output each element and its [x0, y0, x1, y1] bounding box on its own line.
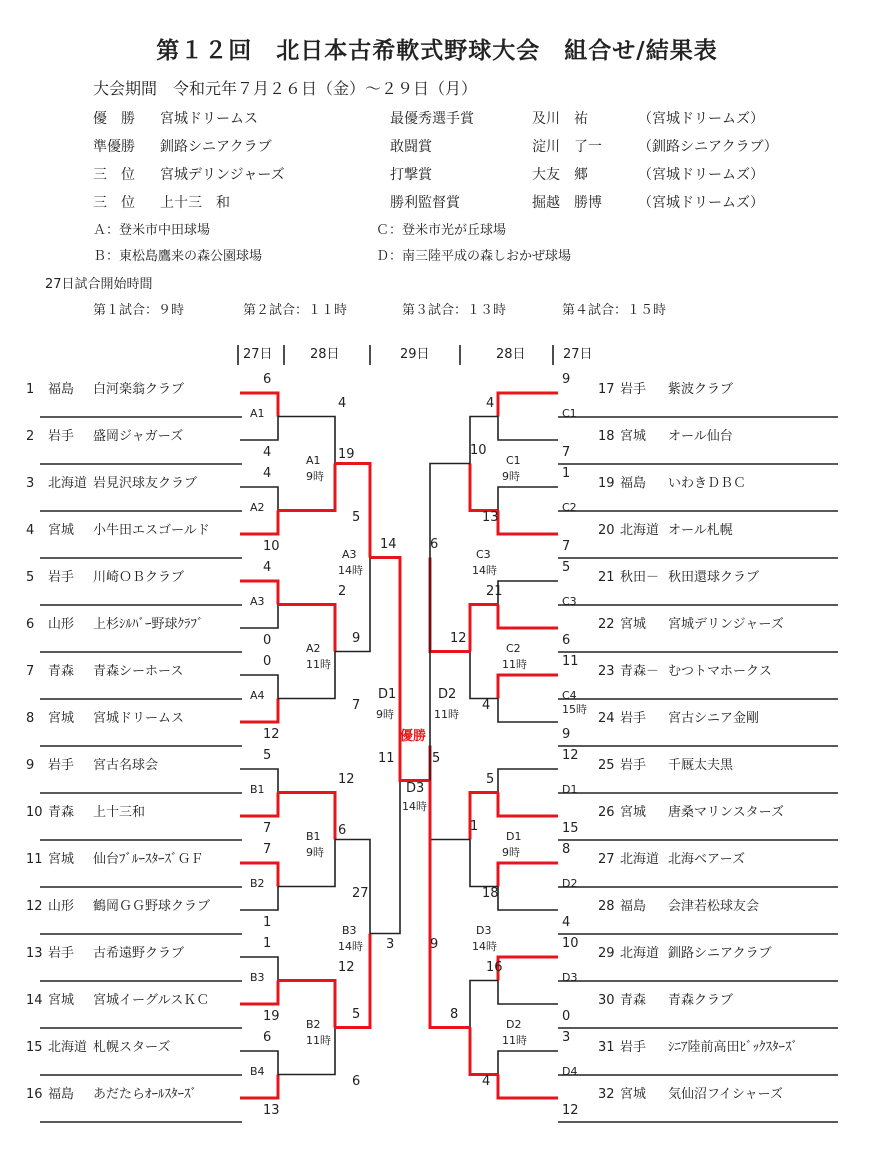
- team-name-right: 北海ベアーズ: [668, 852, 745, 867]
- score-left-r1: 19: [263, 1009, 280, 1024]
- team-number-left: 13: [26, 946, 43, 961]
- team-prefecture-right: 北海道: [620, 852, 660, 867]
- score-semi-right: 9: [430, 936, 439, 952]
- score-left-r3: 19: [338, 446, 355, 462]
- team-name-right: 会津若松球友会: [668, 899, 760, 914]
- match-id-left-r1: B2: [250, 876, 265, 890]
- score-left-r1: 1: [263, 915, 272, 930]
- score-left-r1: 7: [263, 821, 272, 836]
- team-number-right: 31: [598, 1040, 615, 1055]
- team-prefecture-right: 岩手: [620, 382, 647, 397]
- bracket-line-right-r2: [470, 605, 498, 652]
- match-id-left-r1: B4: [250, 1064, 265, 1078]
- score-right-r1: 5: [562, 560, 571, 575]
- team-number-right: 28: [598, 899, 615, 914]
- score-left-r2: 5: [352, 509, 361, 525]
- team-name-left: 宮古名球会: [93, 758, 159, 773]
- award-person-team-4: （宮城ドリームズ）: [638, 195, 764, 211]
- score-right-r1: 12: [562, 1103, 579, 1118]
- team-prefecture-left: 福島: [48, 382, 75, 397]
- team-number-right: 30: [598, 993, 615, 1008]
- match-id-semi-left: D1: [378, 686, 397, 702]
- team-name-left: 宮城ドリームス: [93, 711, 185, 726]
- match-id-right-r1: D3: [562, 970, 578, 984]
- award-place-3: 三 位: [93, 167, 135, 183]
- team-number-left: 5: [26, 570, 35, 585]
- team-prefecture-left: 宮城: [48, 852, 75, 867]
- team-prefecture-right: 宮城: [620, 617, 647, 632]
- team-name-right: 紫波クラブ: [668, 382, 734, 397]
- award-person-team-3: （宮城ドリームズ）: [638, 167, 764, 183]
- match-id-right-r1: C4: [562, 688, 577, 702]
- team-prefecture-right: 宮城: [620, 805, 647, 820]
- team-prefecture-left: 岩手: [48, 429, 75, 444]
- match-id-left-r1: A1: [250, 406, 265, 420]
- team-number-right: 24: [598, 711, 615, 726]
- team-name-left: 小牛田エスゴールド: [93, 523, 210, 538]
- match-id-left-r1: A4: [250, 688, 265, 702]
- bracket-line-right-r1: [498, 699, 558, 723]
- score-right-r1: 12: [562, 748, 579, 763]
- day-label-right-27: 27日: [563, 347, 593, 362]
- score-left-r1: 0: [263, 633, 272, 648]
- team-name-right: 釧路シニアクラブ: [668, 946, 772, 961]
- award-title-1: 最優秀選手賞: [390, 111, 474, 127]
- team-number-left: 3: [26, 476, 35, 491]
- score-left-r2: 4: [338, 395, 347, 411]
- start-time-heading: 27日試合開始時間: [45, 277, 153, 292]
- score-right-r1: 4: [562, 915, 571, 930]
- team-name-right: 宮古シニア金剛: [668, 711, 760, 726]
- score-left-r1: 12: [263, 727, 280, 742]
- score-right-r3: 10: [470, 442, 487, 458]
- team-number-right: 32: [598, 1087, 615, 1102]
- team-prefecture-left: 青森: [48, 805, 75, 820]
- team-number-left: 4: [26, 523, 35, 538]
- score-left-r1: 4: [263, 466, 272, 481]
- score-left-r1: 5: [263, 748, 272, 763]
- bracket-line-final: [400, 746, 430, 781]
- match-id-left-r2: A2: [306, 641, 321, 655]
- bracket-line-right-r1: [498, 393, 558, 417]
- team-name-left: 札幌スターズ: [93, 1040, 171, 1055]
- match-id-right-r1: C1: [562, 406, 577, 420]
- score-right-r1: 0: [562, 1009, 571, 1024]
- bracket-line-right-r2: [470, 464, 498, 511]
- score-left-r2: 12: [338, 771, 355, 787]
- team-prefecture-right: 北海道: [620, 523, 660, 538]
- start-time-3: 第３試合：１３時: [402, 303, 507, 318]
- match-time-right-r3: 14時: [472, 563, 497, 577]
- match-time-left-r2: 11時: [306, 657, 331, 671]
- match-id-right-r3: C3: [476, 547, 491, 561]
- team-prefecture-left: 福島: [48, 1087, 75, 1102]
- score-right-r2: 5: [486, 771, 495, 787]
- score-left-r1: 1: [263, 936, 272, 951]
- team-prefecture-left: 北海道: [48, 476, 88, 491]
- team-name-left: 川崎ＯＢクラブ: [93, 570, 185, 585]
- team-name-right: むつトマホークス: [668, 664, 772, 679]
- day-label-right-28: 28日: [496, 347, 526, 362]
- match-time-right-r2: 9時: [502, 845, 520, 859]
- bracket-line-right-r1: [498, 581, 558, 605]
- team-prefecture-right: 福島: [620, 899, 647, 914]
- bracket-line-right-r3: [430, 840, 470, 934]
- award-team-4: 上十三 和: [160, 195, 230, 211]
- match-id-left-r2: B2: [306, 1017, 321, 1031]
- team-name-left: 上十三和: [93, 805, 146, 820]
- match-id-left-r1: A3: [250, 594, 265, 608]
- team-name-right: 宮城デリンジャーズ: [668, 617, 784, 632]
- match-time-left-r3: 14時: [338, 939, 363, 953]
- match-id-left-r2: B1: [306, 829, 321, 843]
- team-number-right: 29: [598, 946, 615, 961]
- team-name-right: いわきＤＢＣ: [668, 476, 747, 491]
- team-number-right: 26: [598, 805, 615, 820]
- award-title-3: 打撃賞: [390, 167, 432, 183]
- award-place-4: 三 位: [93, 195, 135, 211]
- score-right-r2: 13: [482, 509, 499, 525]
- team-prefecture-left: 宮城: [48, 711, 75, 726]
- score-right-r1: 7: [562, 445, 571, 460]
- award-place-1: 優 勝: [93, 111, 135, 127]
- match-time-semi-right: 11時: [434, 707, 459, 721]
- award-title-4: 勝利監督賞: [390, 195, 460, 211]
- score-left-r3: 6: [338, 822, 347, 838]
- team-name-right: オール札幌: [668, 523, 733, 538]
- bracket-line-right-r1: [498, 887, 558, 911]
- score-right-r1: 11: [562, 654, 579, 669]
- score-right-r3: 8: [450, 1006, 459, 1022]
- team-number-right: 20: [598, 523, 615, 538]
- team-prefecture-right: 岩手: [620, 711, 647, 726]
- team-number-left: 2: [26, 429, 35, 444]
- award-team-2: 釧路シニアクラブ: [160, 139, 272, 155]
- match-id-semi-right: D2: [438, 686, 457, 702]
- team-name-right: 気仙沼フイシャーズ: [668, 1087, 783, 1102]
- award-team-3: 宮城デリンジャーズ: [160, 167, 285, 183]
- team-prefecture-right: 岩手: [620, 1040, 647, 1055]
- team-name-left: あだたらｵｰﾙｽﾀｰｽﾞ: [93, 1087, 198, 1102]
- team-number-right: 25: [598, 758, 615, 773]
- team-prefecture-right: 青森: [620, 993, 647, 1008]
- score-right-r2: 21: [486, 583, 503, 599]
- score-right-r3: 12: [450, 630, 467, 646]
- team-prefecture-left: 青森: [48, 664, 75, 679]
- score-semi-left: 14: [380, 536, 397, 552]
- score-right-r1: 15: [562, 821, 579, 836]
- match-id-left-r1: B1: [250, 782, 265, 796]
- score-left-r1: 13: [263, 1103, 280, 1118]
- team-prefecture-right: 北海道: [620, 946, 660, 961]
- score-left-r1: 10: [263, 539, 280, 554]
- score-left-r3: 5: [352, 1006, 361, 1022]
- bracket-line-right-r1: [498, 1051, 558, 1075]
- team-number-right: 21: [598, 570, 615, 585]
- match-id-right-r1: C2: [562, 500, 577, 514]
- venue-d: Ｄ：南三陸平成の森しおかぜ球場: [376, 249, 572, 264]
- team-prefecture-left: 岩手: [48, 946, 75, 961]
- team-name-right: 千厩太夫黒: [668, 758, 734, 773]
- match-time-right-r2: 9時: [502, 469, 520, 483]
- score-final: 11: [378, 750, 395, 766]
- match-id-final: D3: [406, 780, 425, 796]
- match-id-right-r1: D2: [562, 876, 578, 890]
- team-name-left: 岩見沢球友クラブ: [93, 476, 198, 491]
- team-prefecture-right: 青森－: [620, 664, 660, 679]
- score-right-r1: 6: [562, 633, 571, 648]
- match-time-left-r3: 14時: [338, 563, 363, 577]
- team-number-right: 17: [598, 382, 615, 397]
- start-time-1: 第１試合：９時: [93, 303, 185, 318]
- award-person-2: 淀川 了一: [532, 139, 602, 155]
- bracket-line-right-r1: [498, 769, 558, 793]
- team-name-left: 古希遠野クラブ: [93, 946, 185, 961]
- award-person-4: 掘越 勝博: [532, 195, 602, 211]
- score-left-r2: 7: [352, 697, 361, 713]
- award-person-3: 大友 郷: [532, 167, 588, 183]
- match-time-right-r1: 15時: [562, 702, 587, 716]
- team-prefecture-right: 秋田－: [620, 570, 660, 585]
- match-id-right-r2: C2: [506, 641, 521, 655]
- team-number-right: 18: [598, 429, 615, 444]
- champion-label: 優勝: [400, 728, 427, 744]
- team-name-left: 上杉ｼﾙﾊﾞｰ野球ｸﾗﾌﾞ: [93, 617, 204, 632]
- award-team-1: 宮城ドリームス: [160, 111, 258, 127]
- score-right-r1: 1: [562, 466, 571, 481]
- score-left-r2: 6: [352, 1073, 361, 1089]
- page-title: 第１２回 北日本古希軟式野球大会 組合せ/結果表: [156, 38, 718, 64]
- team-prefecture-left: 宮城: [48, 993, 75, 1008]
- score-left-r2: 2: [338, 583, 347, 599]
- start-time-4: 第４試合：１５時: [562, 303, 667, 318]
- team-name-right: 青森クラブ: [668, 993, 734, 1008]
- award-title-2: 敢闘賞: [390, 139, 432, 155]
- bracket-line-right-r1: [498, 605, 558, 629]
- team-prefecture-right: 宮城: [620, 429, 647, 444]
- team-number-left: 10: [26, 805, 43, 820]
- bracket-line-right-r2: [470, 652, 498, 699]
- venue-a: Ａ：登米市中田球場: [93, 223, 211, 238]
- team-number-left: 14: [26, 993, 43, 1008]
- team-name-right: オール仙台: [668, 429, 733, 444]
- match-time-left-r2: 11時: [306, 1033, 331, 1047]
- match-id-left-r1: A2: [250, 500, 265, 514]
- team-prefecture-left: 山形: [48, 617, 75, 632]
- team-prefecture-left: 宮城: [48, 523, 75, 538]
- match-time-right-r3: 14時: [472, 939, 497, 953]
- bracket-line-semi-left: [370, 746, 400, 934]
- team-number-left: 9: [26, 758, 35, 773]
- day-label-29: 29日: [400, 347, 430, 362]
- score-left-r1: 6: [263, 1030, 272, 1045]
- score-final: 5: [432, 750, 441, 766]
- team-number-right: 23: [598, 664, 615, 679]
- score-left-r1: 4: [263, 445, 272, 460]
- match-time-semi-left: 9時: [376, 707, 394, 721]
- score-left-r1: 4: [263, 560, 272, 575]
- award-person-team-2: （釧路シニアクラブ）: [638, 139, 778, 155]
- team-number-left: 8: [26, 711, 35, 726]
- score-left-r1: 6: [263, 372, 272, 387]
- bracket-line-right-r2: [470, 840, 498, 887]
- score-semi-left: 3: [386, 936, 395, 952]
- score-right-r1: 8: [562, 842, 571, 857]
- team-number-right: 19: [598, 476, 615, 491]
- team-prefecture-left: 山形: [48, 899, 75, 914]
- bracket-line-right-r1: [498, 417, 558, 441]
- match-id-left-r2: A1: [306, 453, 321, 467]
- team-name-left: 鶴岡ＧＧ野球クラブ: [93, 899, 211, 914]
- team-prefecture-right: 福島: [620, 476, 647, 491]
- match-id-left-r1: B3: [250, 970, 265, 984]
- match-id-right-r2: D2: [506, 1017, 522, 1031]
- match-id-left-r3: B3: [342, 923, 357, 937]
- team-name-right: 秋田還球クラブ: [668, 570, 760, 585]
- team-number-left: 15: [26, 1040, 43, 1055]
- team-prefecture-left: 岩手: [48, 570, 75, 585]
- score-left-r1: 7: [263, 842, 272, 857]
- score-right-r3: 1: [470, 818, 479, 834]
- bracket-line-right-r1: [498, 957, 558, 981]
- score-right-r1: 7: [562, 539, 571, 554]
- match-time-left-r2: 9時: [306, 845, 324, 859]
- match-time-right-r2: 11時: [502, 657, 527, 671]
- team-prefecture-right: 宮城: [620, 1087, 647, 1102]
- score-left-r2: 12: [338, 959, 355, 975]
- bracket-line-right-r1: [498, 793, 558, 817]
- team-number-right: 22: [598, 617, 615, 632]
- match-id-right-r2: D1: [506, 829, 522, 843]
- bracket-line-right-r1: [498, 487, 558, 511]
- bracket-line-right-r1: [498, 981, 558, 1005]
- team-number-left: 12: [26, 899, 43, 914]
- score-right-r2: 16: [486, 959, 503, 975]
- team-prefecture-left: 北海道: [48, 1040, 88, 1055]
- match-id-left-r3: A3: [342, 547, 357, 561]
- tournament-period: 大会期間 令和元年７月２６日（金）～２９日（月）: [93, 79, 478, 98]
- score-right-r1: 10: [562, 936, 579, 951]
- score-right-r2: 4: [482, 697, 491, 713]
- score-left-r2: 27: [352, 885, 369, 901]
- team-name-left: 仙台ﾌﾞﾙｰｽﾀｰｽﾞＧＦ: [93, 852, 204, 867]
- score-right-r2: 4: [482, 1073, 491, 1089]
- team-name-left: 盛岡ジャガーズ: [93, 429, 184, 444]
- match-time-final: 14時: [402, 799, 427, 813]
- team-prefecture-right: 岩手: [620, 758, 647, 773]
- bracket-line-right-r2: [470, 1028, 498, 1075]
- team-number-left: 6: [26, 617, 35, 632]
- match-id-right-r1: C3: [562, 594, 577, 608]
- team-number-left: 16: [26, 1087, 43, 1102]
- bracket-line-right-r1: [498, 511, 558, 535]
- team-number-left: 7: [26, 664, 35, 679]
- venue-c: Ｃ：登米市光が丘球場: [376, 223, 507, 238]
- team-number-right: 27: [598, 852, 615, 867]
- team-number-left: 11: [26, 852, 43, 867]
- match-id-right-r3: D3: [476, 923, 492, 937]
- bracket-line-right-r1: [498, 863, 558, 887]
- team-name-right: ｼﾆｱ陸前高田ﾋﾞｯｸｽﾀｰｽﾞ: [668, 1040, 799, 1055]
- team-name-right: 唐桑マリンスターズ: [668, 805, 784, 820]
- day-label-left-27: 27日: [243, 347, 273, 362]
- match-time-left-r2: 9時: [306, 469, 324, 483]
- score-right-r1: 9: [562, 727, 571, 742]
- bracket-line-right-r1: [498, 1075, 558, 1099]
- team-name-left: 宮城イーグルスＫＣ: [93, 993, 210, 1008]
- score-right-r1: 9: [562, 372, 571, 387]
- match-id-right-r1: D4: [562, 1064, 578, 1078]
- score-left-r3: 9: [352, 630, 361, 646]
- score-right-r1: 3: [562, 1030, 571, 1045]
- day-label-left-28: 28日: [310, 347, 340, 362]
- team-name-left: 青森シーホース: [93, 664, 184, 679]
- score-semi-right: 6: [430, 536, 439, 552]
- score-right-r2: 18: [482, 885, 499, 901]
- award-person-1: 及川 祐: [532, 111, 588, 127]
- match-id-right-r2: C1: [506, 453, 521, 467]
- score-left-r1: 0: [263, 654, 272, 669]
- bracket-line-right-r1: [498, 675, 558, 699]
- venue-b: Ｂ：東松島鷹来の森公園球場: [93, 249, 263, 264]
- bracket-line-right-r2: [470, 981, 498, 1028]
- award-person-team-1: （宮城ドリームズ）: [638, 111, 764, 127]
- score-right-r2: 4: [486, 395, 495, 411]
- team-prefecture-left: 岩手: [48, 758, 75, 773]
- team-number-left: 1: [26, 382, 35, 397]
- match-id-right-r1: D1: [562, 782, 578, 796]
- match-time-right-r2: 11時: [502, 1033, 527, 1047]
- award-place-2: 準優勝: [93, 139, 135, 155]
- team-name-left: 白河楽翁クラブ: [93, 382, 185, 397]
- start-time-2: 第２試合：１１時: [243, 303, 348, 318]
